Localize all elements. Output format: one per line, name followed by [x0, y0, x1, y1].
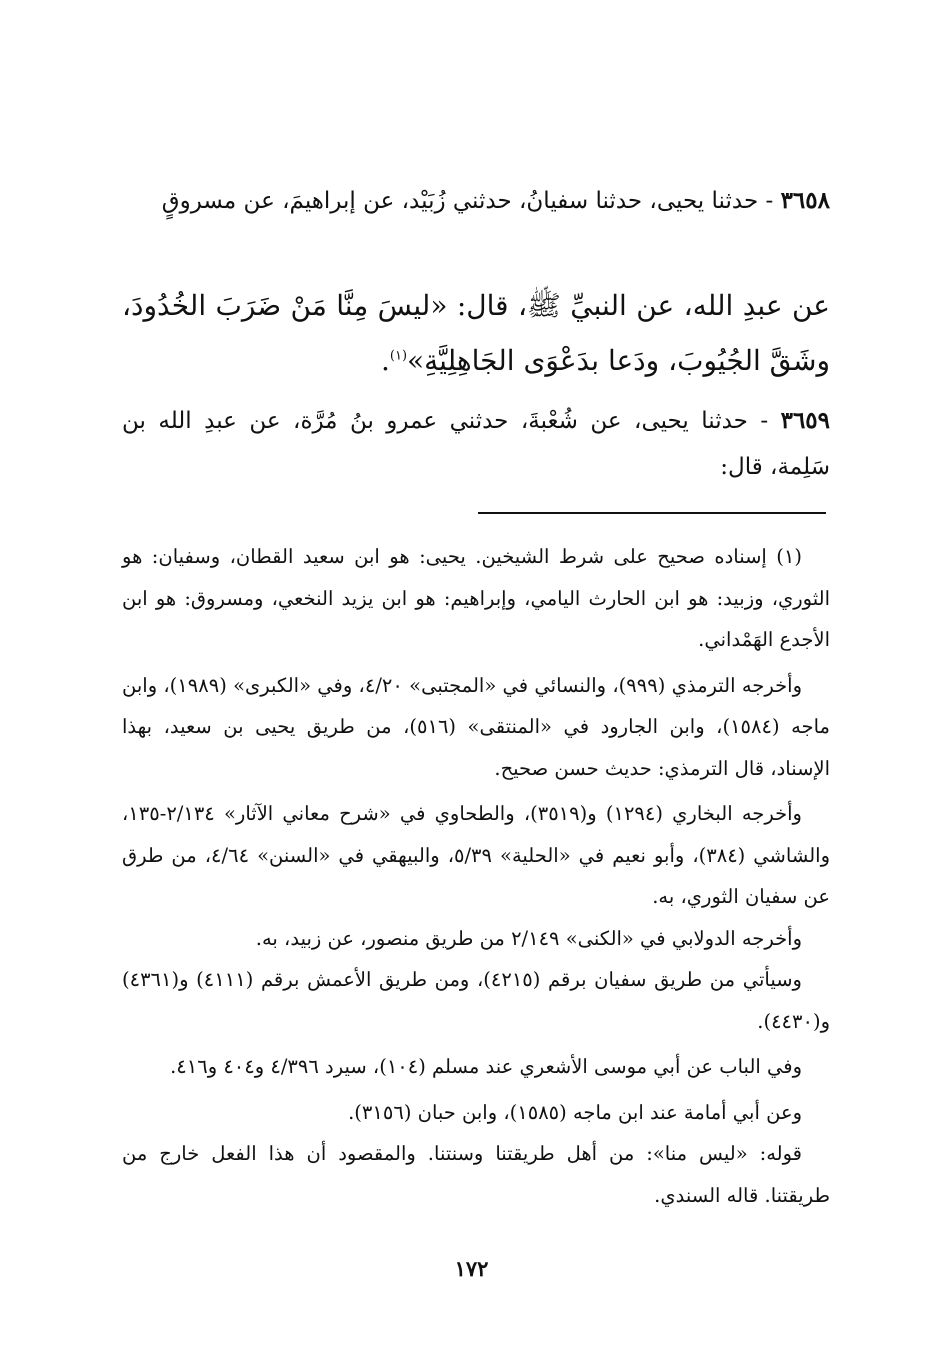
- footnote-paragraph: وسيأتي من طريق سفيان برقم (٤٢١٥)، ومن طريق الأعمش برقم (٤١١١) و(٤٣٦١) و(٤٤٣٠).: [122, 968, 830, 1033]
- hadith-number: ٣٦٥٨: [780, 187, 830, 214]
- hadith-dash: -: [747, 408, 769, 434]
- hadith-isnad-text: حدثنا يحيى، عن شُعْبةَ، حدثني عمرو بنُ مُرَّة، عن عبدِ الله بن سَلِمة، قال:: [122, 408, 830, 480]
- footnote-reference[interactable]: (١): [389, 348, 408, 364]
- footnote-paragraph: وفي الباب عن أبي موسى الأشعري عند مسلم (١٠٤)، سيرد ٤/٣٩٦ و٤٠٤ و٤١٦.: [170, 1055, 802, 1078]
- hadith-3658-isnad: [122, 178, 830, 224]
- hadith-matn-text: عن عبدِ الله، عن النبيِّ ﷺ، قال: «ليسَ مِنَّا مَنْ ضَرَبَ الخُدُودَ، وشَقَّ الجُيُوبَ، ودَعا بدَعْوَى الجَاهِلِيَّةِ»: [122, 289, 830, 377]
- footnote-paragraph: وأخرجه الترمذي (٩٩٩)، والنسائي في «المجتبى» ٤/٢٠، وفي «الكبرى» (١٩٨٩)، وابن ماجه (١٥٨٤)، وابن الجارود في «المنتقى» (٥١٦)، من طريق يحيى بن سعيد، بهذا الإسناد، قال الترمذي: حديث حسن صحيح.: [122, 673, 831, 780]
- footnote-paragraph: وأخرجه البخاري (١٢٩٤) و(٣٥١٩)، والطحاوي في «شرح معاني الآثار» ٢/١٣٤-١٣٥، والشاشي (٣٨٤)، وأبو نعيم في «الحلية» ٥/٣٩، والبيهقي في «السنن» ٤/٦٤، من طرق عن سفيان الثوري، به.: [122, 802, 831, 908]
- footnote-paragraph: وعن أبي أمامة عند ابن ماجه (١٥٨٥)، وابن حبان (٣١٥٦).: [348, 1100, 802, 1124]
- hadith-isnad-text: حدثنا يحيى، حدثنا سفيانُ، حدثني زُبَيْد، عن إبراهيمَ، عن مسروقٍ: [161, 188, 759, 214]
- page-number: ١٧٢: [454, 1256, 489, 1281]
- footnote-paragraph: قوله: «ليس منا»: من أهل طريقتنا وسنتنا. والمقصود أن هذا الفعل خارج من طريقتنا. قاله السندي.: [122, 1142, 830, 1207]
- footnote-separator: [478, 512, 826, 514]
- footnotes-section: [122, 536, 830, 1216]
- hadith-3658-matn: [122, 278, 830, 388]
- period: .: [380, 344, 390, 377]
- hadith-3659-isnad: [122, 398, 830, 490]
- hadith-dash: -: [758, 188, 774, 214]
- hadith-number: ٣٦٥٩: [780, 407, 831, 434]
- footnote-paragraph: (١) إسناده صحيح على شرط الشيخين. يحيى: هو ابن سعيد القطان، وسفيان: هو الثوري، وزبيد: هو ابن الحارث اليامي، وإبراهيم: هو ابن يزيد النخعي، ومسروق: هو ابن الأجدع الهَمْداني.: [122, 545, 830, 651]
- footnote-paragraph: وأخرجه الدولابي في «الكنى» ٢/١٤٩ من طريق منصور، عن زبيد، به.: [255, 926, 802, 950]
